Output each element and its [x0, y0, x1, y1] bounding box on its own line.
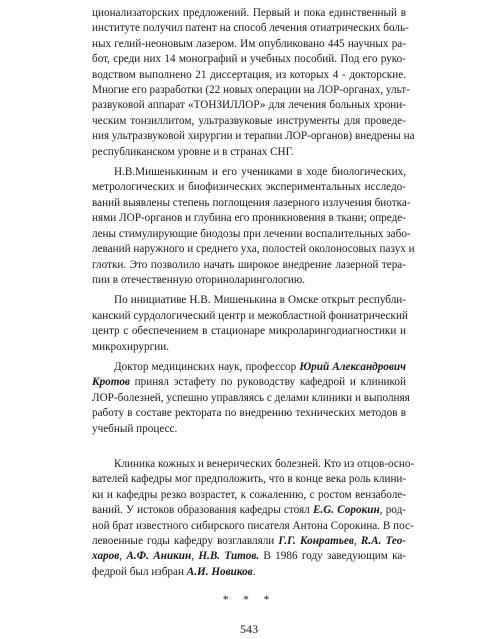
text-line: метрологических и биофизических экспериментальных исследо-	[92, 181, 406, 194]
text-line: ционализаторских предложений. Первый и пока единственный в	[92, 7, 406, 19]
person-name: Кротов	[92, 376, 130, 389]
text-run: федрой был избран	[92, 565, 187, 578]
text-line: ки и кафедры резко возрастет, к сожалению, с ростом вензаболе-	[92, 488, 406, 501]
text-line: вателей кафедры мог предположить, что в конце века роль клини-	[92, 473, 407, 486]
text-line	[92, 549, 406, 564]
person-name: Г.Г. Конратьев	[278, 535, 354, 547]
text-line: центр с обеспечением в стационаре микроларингодиагностики и	[92, 325, 406, 338]
text-line: развуковой аппарат «ТОНЗИЛЛОР» для лечения больных хрони-	[92, 99, 406, 112]
text-line: учебный процесс.	[92, 422, 178, 435]
text-line: Многие его разработки (22 новых операции на ЛОР-органах, ульт-	[92, 84, 410, 97]
text-line: нями ЛОР-органов и глубина его проникновения в ткани; опреде-	[92, 212, 406, 225]
paragraph-5	[92, 457, 415, 580]
text-line: пии в отечественную оториноларингологию.	[92, 273, 306, 286]
paragraph-2	[92, 165, 415, 288]
text-line: ческим тонзиллитом, ультразвуковые инструменты для проведе-	[92, 114, 406, 127]
section-separator: * * *	[222, 594, 276, 607]
text-line: ной брат известного сибирского писателя Антона Сорокина. В пос-	[92, 519, 414, 532]
person-name: Юрий Александрович	[299, 360, 406, 373]
person-name: R.А. Тео-	[360, 535, 407, 547]
person-name: Н.В. Титов.	[198, 550, 260, 563]
text-run: принял эстафету по руководству кафедрой и клиникой	[129, 376, 406, 389]
text-line	[92, 375, 406, 390]
text-line: ваний выявлены степень поглощения лазерного излучения биотка-	[92, 196, 411, 209]
text-line: микрохирургии.	[92, 340, 169, 353]
text-line: ных гелий-неоновым лазером. Им опубликовано 445 научных ра-	[92, 37, 406, 50]
text-run: ,	[353, 535, 361, 547]
text-line: Клиника кожных и венерических болезней. Кто из отцов-осно-	[114, 457, 415, 470]
text-line: республиканском уровне и в странах СНГ.	[92, 145, 294, 158]
text-line: глотки. Это позволило начать широкое внедрение лазерной тера-	[92, 258, 406, 271]
text-line: ЛОР-болезней, успешно управляясь с делами клиники и выполняя	[92, 391, 410, 404]
text-run: .	[252, 565, 256, 578]
text-line: ния ультразвуковой хирургии и терапии ЛОР-органов) внедрены на	[92, 130, 415, 143]
text-line	[92, 360, 406, 375]
text-run: ,	[191, 550, 199, 563]
paragraph-1	[92, 6, 415, 160]
document-page	[92, 6, 415, 637]
text-line	[92, 565, 406, 580]
text-run: левоенные годы кафедру возглавляли	[92, 535, 279, 547]
text-line: Н.В.Мишенькиным и его учениками в ходе биологических,	[114, 166, 406, 179]
text-line: канский сурдологический центр и межобластной фониатрический	[92, 309, 408, 322]
person-name: А.Ф. Аникин	[126, 550, 192, 563]
text-run: ваний. У истоков образования кафедры стоял	[92, 504, 313, 517]
text-run: Доктор медицинских наук, профессор	[114, 360, 300, 373]
text-run: , род-	[379, 504, 406, 517]
paragraph-3	[92, 293, 406, 355]
text-run: В 1986 году заведующим ка-	[259, 550, 407, 563]
text-line: лены стимулирующие биодозы при лечении воспалительных забо-	[92, 227, 411, 240]
text-line	[92, 503, 406, 518]
text-run: ,	[119, 550, 127, 563]
page-number: 543	[240, 622, 258, 637]
text-line: водством выполнено 21 диссертация, из которых 4 - докторские.	[92, 68, 406, 81]
text-line: По инициативе Н.В. Мишенькина в Омске открыт республи-	[114, 294, 406, 307]
text-line: институте получил патент на способ лечения отиатрических боль-	[92, 22, 409, 35]
person-name: харов	[92, 550, 120, 563]
text-line: леваний наружного и среднего уха, полостей околоносовых пазух и	[92, 243, 415, 256]
text-line: работу в составе ректората по внедрению технических методов в	[92, 407, 406, 420]
person-name: Е.G. Сорокин	[312, 504, 380, 517]
text-line	[92, 534, 406, 549]
person-name: А.И. Новиков	[186, 565, 253, 578]
text-line: бот, среди них 14 монографий и учебных пособий. Под его руко-	[92, 53, 406, 66]
paragraph-4	[92, 360, 410, 437]
